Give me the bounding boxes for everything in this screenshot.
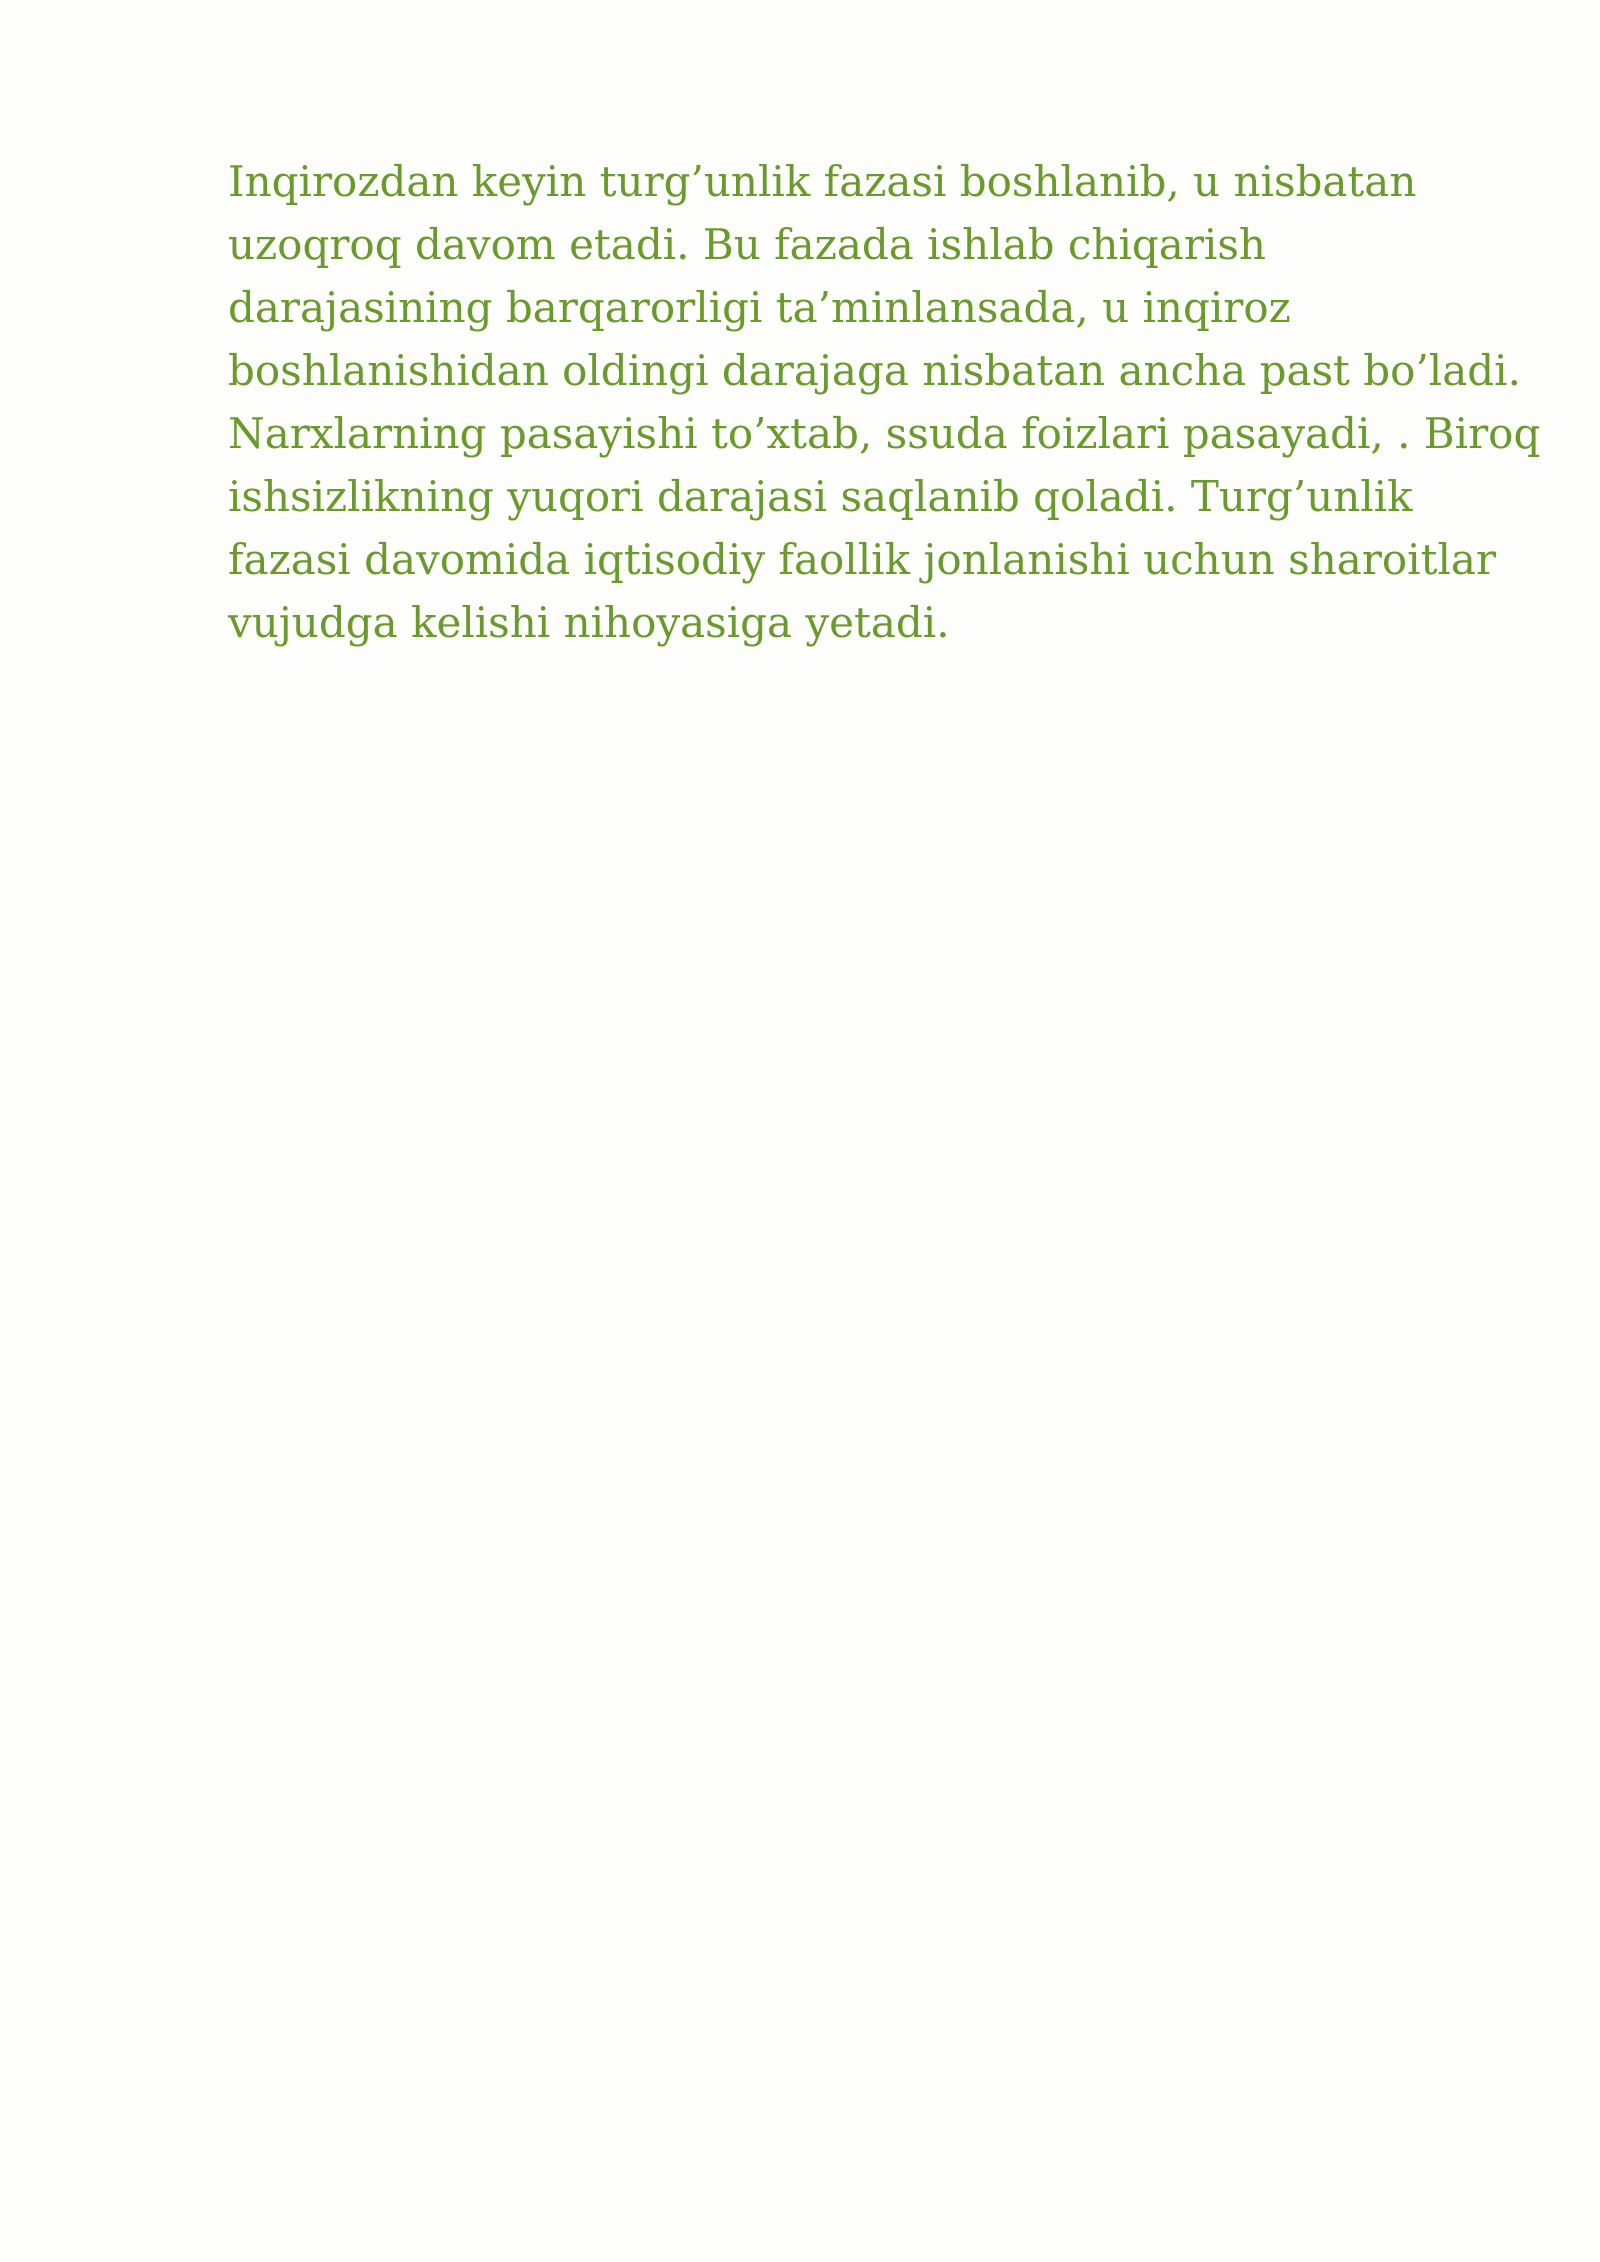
- paragraph-line-3: darajasining barqarorligi ta’minlansada, u inqiroz: [228, 283, 1291, 332]
- body-paragraph: [228, 150, 1541, 654]
- paragraph-line-7: fazasi davomida iqtisodiy faollik jonlanishi uchun sharoitlar: [228, 535, 1497, 584]
- paragraph-line-5: Narxlarning pasayishi to’xtab, ssuda foizlari pasayadi, . Biroq: [228, 409, 1541, 458]
- paragraph-line-4: boshlanishidan oldingi darajaga nisbatan ancha past bo’ladi.: [228, 346, 1521, 395]
- paragraph-line-6: ishsizlikning yuqori darajasi saqlanib qoladi. Turg’unlik: [228, 472, 1413, 521]
- paragraph-line-1: Inqirozdan keyin turg’unlik fazasi boshlanib, u nisbatan: [228, 157, 1417, 206]
- paragraph-line-8: vujudga kelishi nihoyasiga yetadi.: [228, 598, 950, 647]
- paragraph-line-2: uzoqroq davom etadi. Bu fazada ishlab chiqarish: [228, 220, 1266, 269]
